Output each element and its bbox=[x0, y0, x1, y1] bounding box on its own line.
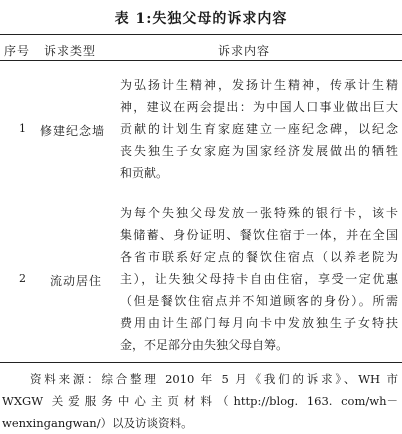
row-content-line: 为弘扬计生精神，发扬计生精神，传承计生精 bbox=[120, 78, 398, 92]
row-content-line: 和贡献。 bbox=[120, 166, 169, 180]
row-content-line: 主），让失独父母持卡自由住宿，享受一定优惠 bbox=[120, 272, 398, 286]
bottom-rule bbox=[0, 362, 402, 363]
source-note-line: wenxingangwan/）以及访谈资料。 bbox=[2, 416, 193, 430]
row-content-line: 为每个失独父母发放一张特殊的银行卡，该卡 bbox=[120, 206, 398, 220]
row-content-line: 丧失独生子女家庭为国家经济发展做出的牺牲 bbox=[120, 144, 398, 158]
header-number: 序号 bbox=[4, 44, 31, 58]
header-content: 诉求内容 bbox=[218, 44, 271, 58]
row-content-line: 贡献的计划生育家庭建立一座纪念碑，以纪念 bbox=[120, 122, 398, 136]
row-type: 修建纪念墙 bbox=[40, 124, 106, 138]
row-content-line: 各省市联系好定点的餐饮住宿点（以养老院为 bbox=[120, 250, 398, 264]
source-note-line: WXGW 关爱服务中心主页材料（http://blog. 163. com/wh－ bbox=[2, 394, 398, 408]
row-number: 1 bbox=[19, 122, 26, 135]
row-content-line: 集储蓄、身份证明、餐饮住宿于一体，并在全国 bbox=[120, 228, 398, 242]
header-rule bbox=[0, 60, 402, 61]
row-content-line: 神，建议在两会提出：为中国人口事业做出巨大 bbox=[120, 100, 398, 114]
row-number: 2 bbox=[19, 272, 26, 285]
row-content-line: 金，不足部分由失独父母自筹。 bbox=[120, 338, 289, 352]
row-content-line: 费用由计生部门每月向卡中发放独生子女特扶 bbox=[120, 316, 398, 330]
row-type: 流动居住 bbox=[50, 274, 103, 288]
row-content-line: （但是餐饮住宿点并不知道顾客的身份）。所需 bbox=[120, 294, 398, 308]
source-note-line: 资料来源：综合整理 2010 年 5 月《我们的诉求》、WH 市 bbox=[30, 372, 398, 386]
header-type: 诉求类型 bbox=[44, 44, 97, 58]
top-rule bbox=[0, 34, 402, 35]
table-title: 表 1:失独父母的诉求内容 bbox=[114, 11, 288, 27]
